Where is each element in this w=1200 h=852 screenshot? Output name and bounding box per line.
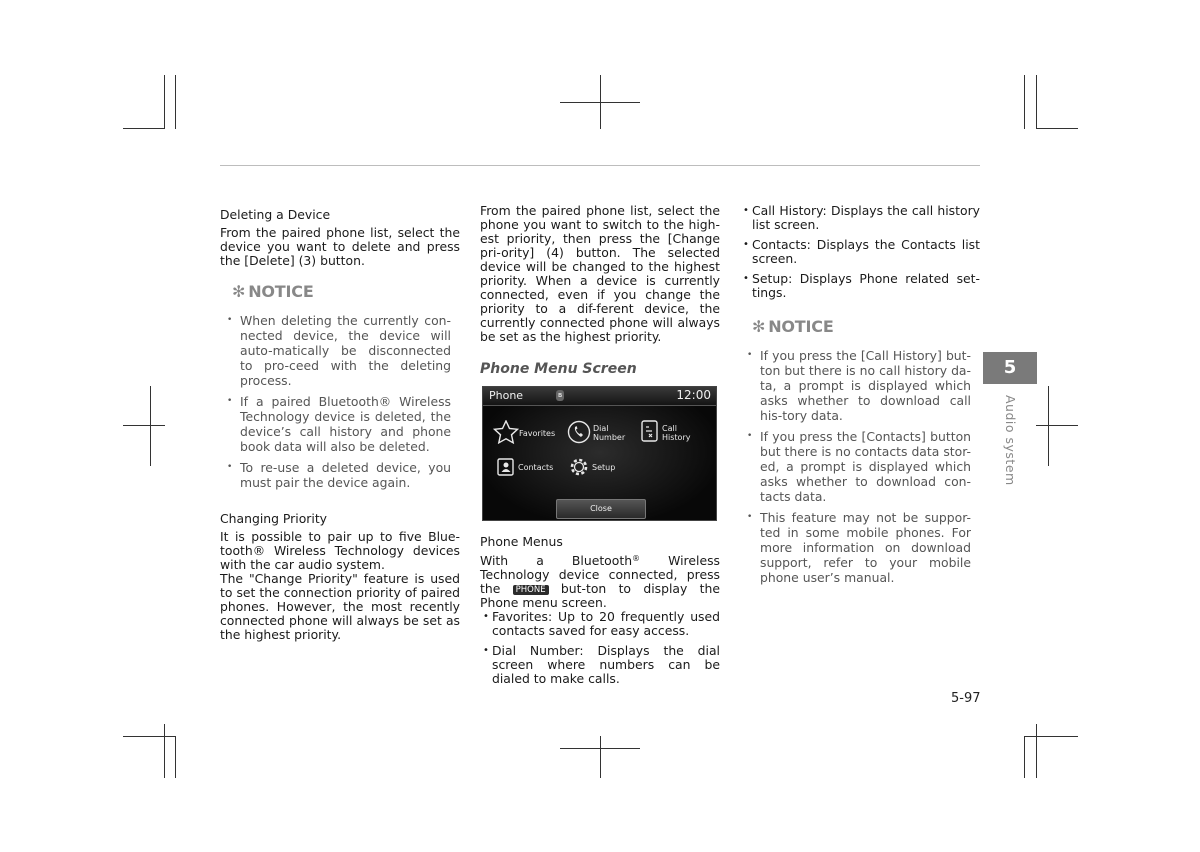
crop-mark — [1036, 75, 1037, 129]
notice-item: • If a paired Bluetooth® Wireless Technology device is deleted, the device’s call history and phone book data will also be deleted. — [240, 394, 451, 454]
list-item: • Favorites: Up to 20 frequently used contacts saved for easy access. — [492, 610, 720, 638]
notice-star-icon: ✻ — [232, 282, 246, 301]
crop-mark — [1024, 736, 1078, 737]
phone-screen-header — [483, 387, 716, 406]
menu-list — [480, 610, 720, 686]
phone-menu-screenshot — [482, 386, 717, 521]
notice-item: • If you press the [Contacts] button but there is no contacts data stor-ed, a prompt is displayed which asks whether to download con-tacts data. — [760, 429, 971, 504]
crop-mark — [150, 386, 151, 466]
phone-menu-screen-heading: Phone Menu Screen — [480, 361, 637, 377]
crop-mark — [600, 75, 601, 129]
star-icon — [493, 420, 519, 444]
list-item: • Call History: Displays the call history list screen. — [752, 204, 980, 232]
section-heading-priority: Changing Priority — [220, 511, 328, 526]
notice-item: • To re-use a deleted device, you must pair the device again. — [240, 460, 451, 490]
notice-item: • This feature may not be suppor-ted in some mobile phones. For more information on download support, refer to your mobile phone user’s manual. — [760, 510, 971, 585]
column-1 — [220, 208, 460, 642]
column-3 — [740, 204, 980, 591]
paragraph-priority-1: It is possible to pair up to five Blue-tooth® Wireless Technology devices with the car audio system. — [220, 529, 460, 572]
notice-title: ✻ NOTICE — [232, 282, 314, 301]
paragraph-phone-menus: With a Bluetooth® Wireless Technology device connected, press the PHONE but-ton to display the Phone menu screen. — [480, 553, 720, 610]
notice-star-icon: ✻ — [752, 317, 766, 336]
column-2 — [480, 204, 720, 376]
phone-menus-heading: Phone Menus — [480, 534, 563, 549]
crop-mark — [1048, 386, 1049, 466]
crop-mark — [1036, 724, 1037, 778]
notice-list — [740, 348, 980, 585]
column-2-lower — [480, 535, 720, 686]
contacts-menu-item: Contacts — [518, 463, 554, 472]
notice-title: ✻ NOTICE — [752, 317, 834, 336]
call-history-icon — [640, 419, 660, 443]
phone-screen-body — [483, 406, 716, 521]
phone-handset-icon — [567, 420, 591, 444]
notice-list — [220, 313, 460, 490]
crop-mark — [123, 128, 165, 129]
setup-menu-item: Setup — [592, 463, 616, 472]
paragraph-priority-3: From the paired phone list, select the phone you want to switch to the high-est priority, then press the [Change pri-ority] (4) button. The selected device will be changed to the highest priority. When a device is currently connected, even if you change the priority to a dif-ferent device, the currently connected phone will always be set as the highest priority. — [480, 203, 720, 344]
crop-mark — [175, 736, 176, 778]
list-item: • Dial Number: Displays the dial screen where numbers can be dialed to make calls. — [492, 644, 720, 686]
list-item: • Setup: Displays Phone related set-tings. — [752, 272, 980, 300]
page-number: 5-97 — [951, 691, 981, 706]
bluetooth-icon: ʙ — [557, 391, 563, 399]
crop-mark — [175, 75, 176, 129]
paragraph-deleting: From the paired phone list, select the device you want to delete and press the [Delete] (3) button. — [220, 225, 460, 268]
crop-mark — [1024, 75, 1025, 129]
close-button: Close — [556, 499, 646, 519]
phone-key-icon: PHONE — [513, 585, 549, 595]
phone-screen-title: Phone — [489, 389, 524, 402]
list-item: • Contacts: Displays the Contacts list screen. — [752, 238, 980, 266]
section-heading-deleting: Deleting a Device — [220, 207, 331, 222]
crop-mark — [164, 75, 165, 129]
menu-list — [740, 204, 980, 300]
notice-item: • When deleting the currently con-nected device, the device will auto-matically be disconnected to pro-ceed with the deleting process. — [240, 313, 451, 388]
crop-mark — [164, 724, 165, 778]
dial-number-menu-item: Dial Number — [593, 424, 626, 442]
crop-mark — [123, 736, 175, 737]
chapter-number-tab: 5 — [983, 352, 1037, 384]
gear-icon — [568, 456, 590, 478]
notice-item: • If you press the [Call History] but-ton but there is no call history da-ta, a prompt is displayed which asks whether to download call his-tory data. — [760, 348, 971, 423]
call-history-menu-item: Call History — [662, 424, 691, 442]
crop-mark — [1024, 736, 1025, 778]
phone-screen-clock: 12:00 — [676, 388, 711, 402]
crop-mark — [1036, 128, 1078, 129]
crop-mark — [1036, 425, 1078, 426]
crop-mark — [123, 425, 165, 426]
paragraph-priority-2: The "Change Priority" feature is used to set the connection priority of paired phones. However, the most recently connected phone will always be set as the highest priority. — [220, 571, 460, 642]
contacts-icon — [496, 457, 516, 477]
favorites-menu-item: Favorites — [519, 429, 556, 438]
chapter-title: Audio system — [1003, 395, 1018, 486]
header-rule — [220, 165, 980, 166]
crop-mark — [600, 736, 601, 778]
